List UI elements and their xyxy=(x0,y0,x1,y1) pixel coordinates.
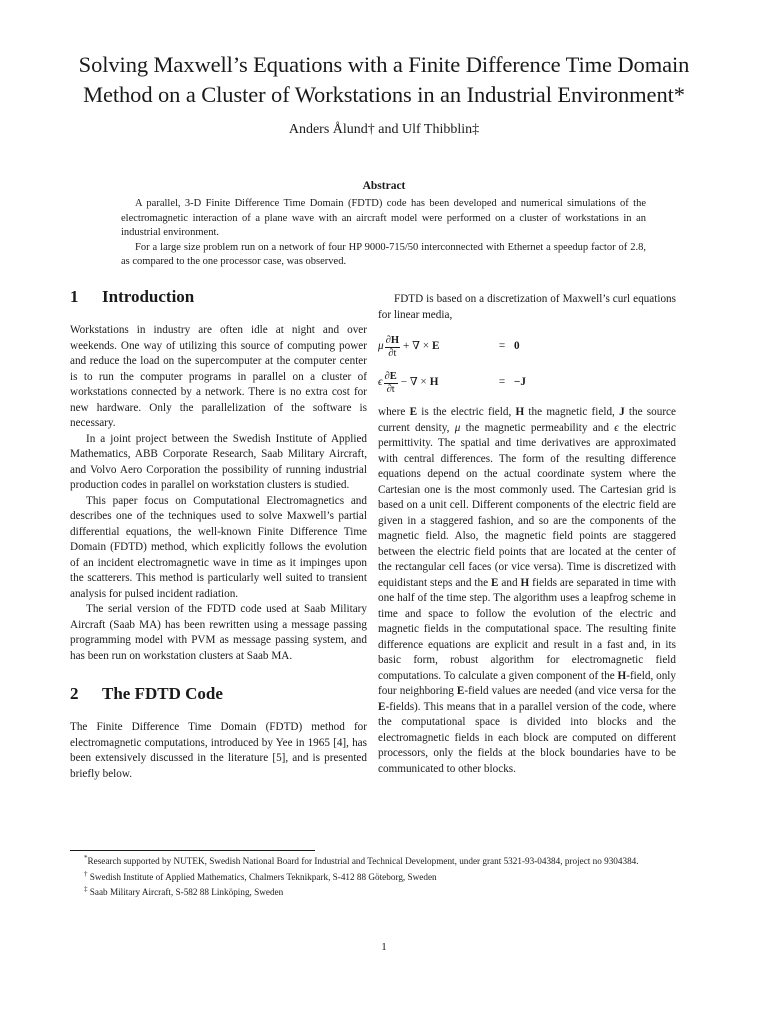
fraction-denominator: ∂t xyxy=(386,383,395,395)
maxwell-equations xyxy=(378,329,676,401)
footnote-text: Saab Military Aircraft, S-582 88 Linköping, Sweden xyxy=(89,887,284,898)
section-number: 1 xyxy=(70,287,79,306)
paragraph: Workstations in industry are often idle at night and over weekends. One way of utilizing this source of computing power and reduce the load on the supercomputer at the computer center is to run the computer programs in parallel on a cluster of workstations connected by a network. There is no extra cost for new hardware. Only the parallelization of the software is necessary. xyxy=(70,324,367,429)
footnote xyxy=(70,852,690,868)
symbol-E: E xyxy=(491,576,499,589)
equation-coefficient: ϵ xyxy=(378,376,383,389)
footnote-mark: * xyxy=(84,854,88,862)
footnote-divider xyxy=(70,850,315,851)
paragraph: where E is the electric field, H the magnetic field, J the source current density, μ the magnetic permeability and ϵ the electric permittivity. The spatial and time derivatives are approximated with central differences. The form of the resulting difference equations depend on the actual coordinate system where the Cartesian one is the most commonly used. The Cartesian grid is based on a unit cell. Different components of the electric field are given in a staggered fashion, and so are the components of the magnetic field. Also, the magnetic field points are staggered between the electric field points that are located at the center of the rectangular cell faces (or vice versa). Time is discretized with equidistant steps and the E and H fields are separated in time with one half of the time step. The algorithm uses a leapfrog scheme in time and space to follow the evolution of the electric and magnetic fields in the computational space. The resulting finite difference equations are explicit and result in a fast and, in its basic form, robust algorithm for electromagnetic field computations. To calculate a given component of the H-field, only four neighboring E-field values are needed (and vice versa for the E-fields). This means that in a parallel version of the code, where the computational space is divided into blocks and the electromagnetic fields in each block are computed on different processors, only the fields at the block boundaries have to be communicated to other blocks. xyxy=(378,406,676,775)
equation-row xyxy=(378,329,676,365)
symbol-J: J xyxy=(619,406,625,418)
paragraph: FDTD is based on a discretization of Maxwell’s curl equations for linear media, xyxy=(378,293,676,321)
equation-coefficient: μ xyxy=(378,340,384,353)
paragraph: In a joint project between the Swedish Institute of Applied Mathematics, ABB Corporate Research, Saab Military Aircraft, and Volvo Aero Corporation the possibility of running industrial production codes in parallel on workstation clusters is studied. xyxy=(70,432,367,491)
equation-row xyxy=(378,365,676,401)
equation-rhs: 0 xyxy=(514,340,520,353)
footnote xyxy=(70,883,690,899)
footnote-text: Research supported by NUTEK, Swedish National Board for Industrial and Technical Development, under grant 5321-93-04384, project no 9304384. xyxy=(87,856,639,867)
equation-fraction xyxy=(385,335,400,360)
symbol-H: H xyxy=(617,669,627,682)
symbol-E: E xyxy=(456,685,465,697)
fraction-denominator: ∂t xyxy=(388,347,397,359)
abstract-paragraph: For a large size problem run on a network of four HP 9000-715/50 interconnected with Ethernet a speedup factor of 2.8, as compared to the one processor case, was observed. xyxy=(121,241,646,268)
equation-equals: = xyxy=(498,376,506,389)
fraction-numerator: ∂E xyxy=(384,370,397,382)
paragraph: The Finite Difference Time Domain (FDTD) method for electromagnetic computations, introduced by Yee in 1965 [4], has been extensively discussed in the literature [5], and is presented briefly below. xyxy=(70,721,367,780)
equation-fraction xyxy=(384,371,398,396)
section-title: Introduction xyxy=(102,287,195,306)
footnote-text: Swedish Institute of Applied Mathematics, Chalmers Teknikpark, S-412 88 Göteborg, Sweden xyxy=(89,871,437,882)
paper-title: Solving Maxwell’s Equations with a Finite Difference Time Domain Method on a Cluster of Workstations in an Industrial Environment* xyxy=(78,52,690,107)
equation-field: H xyxy=(429,376,439,389)
equation-equals: = xyxy=(498,340,506,353)
equation-operator: − ∇ × xyxy=(400,376,427,389)
paragraph: This paper focus on Computational Electromagnetics and describes one of the techniques used to solve Maxwell’s partial differential equations, the well-known Finite Difference Time Domain (FDTD) method, which explicitly follows the evolution of an incident electromagnetic wave in time as it impinges upon the scatterers. This method is particularly well suited to transient analysis for pulsed incident radiation. xyxy=(70,494,367,600)
footnote-mark: † xyxy=(84,869,88,878)
page-number: 1 xyxy=(381,941,387,953)
symbol-epsilon: ϵ xyxy=(614,421,619,434)
paragraph: The serial version of the FDTD code used at Saab Military Aircraft (Saab MA) has been rewritten using a message passing programming model with PVM as message passing system, and has been run on workstation clusters at Saab MA. xyxy=(70,603,367,662)
section-number: 2 xyxy=(70,684,79,703)
symbol-E: E xyxy=(409,406,418,418)
abstract-heading: Abstract xyxy=(362,180,406,192)
fraction-numerator: ∂H xyxy=(385,334,399,346)
footnote-mark: ‡ xyxy=(84,885,88,894)
symbol-E: E xyxy=(378,700,386,713)
left-column xyxy=(70,285,367,782)
footnote xyxy=(70,868,690,884)
symbol-H: H xyxy=(515,406,525,418)
equation-operator: + ∇ × xyxy=(402,340,430,353)
section-title: The FDTD Code xyxy=(102,684,223,703)
right-column xyxy=(378,292,676,777)
section-heading-fdtd-code xyxy=(70,682,367,706)
footnotes xyxy=(70,852,690,899)
equation-rhs: −J xyxy=(514,376,526,389)
abstract-paragraph: A parallel, 3-D Finite Difference Time Domain (FDTD) code has been developed and numerical simulations of the electromagnetic interaction of a plane wave with an aircraft model were performed on a cluster of workstations in an industrial environment. xyxy=(121,198,646,239)
equation-field: E xyxy=(432,340,440,353)
abstract-body xyxy=(121,197,646,270)
symbol-H: H xyxy=(520,576,530,589)
symbol-mu: μ xyxy=(454,421,461,434)
section-heading-introduction xyxy=(70,285,367,309)
authors: Anders Ålund† and Ulf Thibblin‡ xyxy=(288,122,480,137)
